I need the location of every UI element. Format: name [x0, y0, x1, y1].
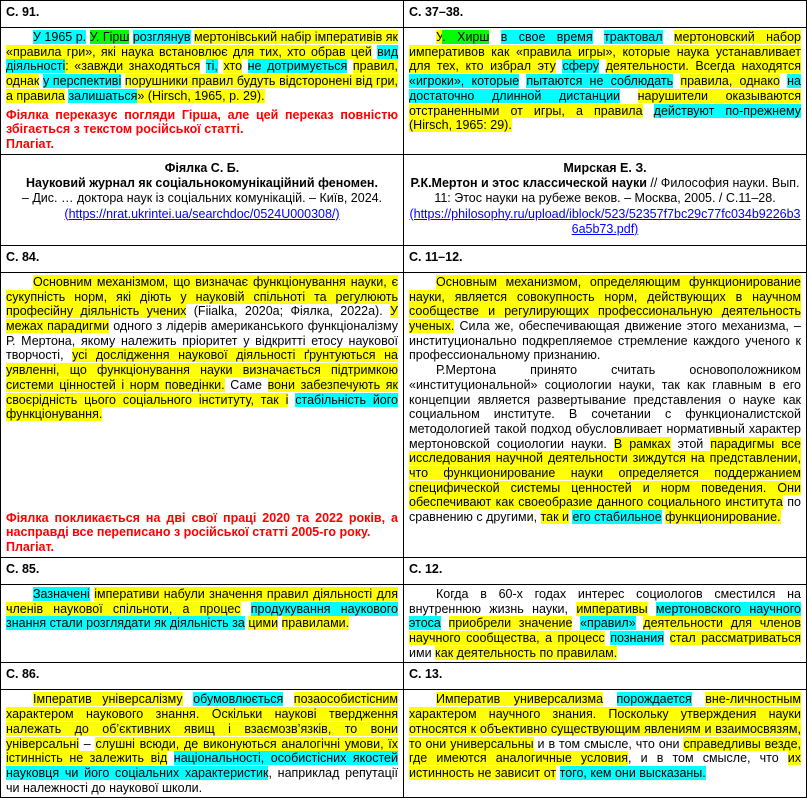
text-run	[593, 30, 604, 44]
page-ref-left: С. 86.	[1, 663, 404, 690]
excerpt-paragraph	[409, 692, 801, 780]
highlight-yellow: (Hirsch, 1965: 29).	[409, 118, 512, 133]
highlight-cyan: ті,	[205, 59, 218, 74]
text-run: Р.Мертона принято считать основоположником «институциональной» социологии науки, так как главным в его концепции является развертывание представления о науке как социальном институте. В сочетании с функционалистской методологией такой подход обусловливает нормативный характер мертоновской социологии науки.	[409, 363, 801, 451]
highlight-yellow: правил, однак	[6, 59, 398, 89]
reviewer-note-line: Фіялка покликається на дві свої праці 2020 та 2022 років, а насправді все переписано з російської статті 2005-го року.	[6, 510, 398, 540]
highlight-cyan: «правил»	[580, 616, 636, 631]
excerpt-paragraph	[6, 587, 398, 631]
text-run: Когда в 60-х годах интерес социологов сместился на внутреннюю жизнь науки,	[409, 586, 801, 616]
excerpt-content	[409, 275, 801, 525]
text-run	[663, 30, 674, 44]
highlight-yellow: порушники правил будуть відсторонені від гри, а правила	[6, 74, 398, 103]
highlight-yellow: Императив универсализма	[436, 692, 604, 707]
highlight-cyan: мертоновского научного этоса	[409, 601, 801, 631]
text-run: и в том смысле, что они	[533, 736, 684, 751]
highlight-yellow: У межах парадигми	[6, 304, 398, 334]
text-run	[643, 104, 654, 118]
highlight-green: У. Гірш	[89, 30, 130, 44]
highlight-cyan: того, кем они высказаны.	[559, 765, 706, 780]
text-run	[242, 59, 248, 73]
highlight-yellow: нарушители оказываются отстраненными от игры, а правила	[409, 88, 801, 118]
text-run: ими	[409, 645, 436, 660]
highlight-yellow: парадигмы все исследования научной деятельности зиждутся на представлении, что функционирование науки определяется поддержанием специфической системы ценностей и норм поведения. Они обеспечивают как своеобразие данного социального института	[409, 436, 801, 510]
highlight-yellow: функционирование.	[665, 510, 781, 525]
highlight-cyan: познания	[610, 631, 665, 646]
highlight-cyan: не дотримується	[247, 59, 348, 74]
citation-text	[6, 157, 398, 222]
highlight-cyan: «игроки», которые	[409, 74, 520, 89]
highlight-cyan: розглянув	[132, 30, 191, 44]
text-run	[441, 616, 449, 630]
reviewer-note	[6, 108, 398, 152]
reviewer-note-line: Плагіат.	[6, 137, 55, 152]
table-row	[1, 1, 807, 28]
excerpt-content	[6, 275, 398, 555]
highlight-yellow: приобрели значение	[448, 616, 573, 631]
text-run	[283, 692, 294, 706]
excerpt-content	[6, 587, 398, 631]
highlight-yellow: » (Hirsch, 1965, p. 29).	[137, 88, 265, 103]
excerpt-paragraph	[6, 30, 398, 104]
table-body	[1, 1, 807, 798]
text-run	[692, 692, 705, 706]
highlight-cyan: обумовлюється	[193, 692, 284, 707]
text-run: Науковий журнал як соціальнокомунікаційний феномен.	[26, 176, 378, 191]
text-run: , наприклад репутації чи належності до наукової школи.	[6, 765, 398, 795]
table-row	[1, 272, 807, 557]
page-ref-right: С. 37–38.	[404, 1, 807, 28]
text-run	[603, 692, 616, 706]
highlight-yellow: хто	[223, 59, 243, 74]
text-run	[167, 751, 174, 765]
text-run: –	[79, 736, 96, 751]
excerpt-paragraph	[6, 275, 398, 422]
highlight-green: . Хирш	[442, 30, 490, 44]
highlight-cyan: в свое время	[500, 30, 593, 44]
text-run: Сила же, обеспечивающая движение этого механизма, – институционально подкрепляемое стремление каждого ученого к профессиональному признанию.	[409, 319, 801, 363]
highlight-yellow: Основним механізмом, що визначає функціонування науки, є сукупність норм, які діють у науковій спільноті та регулюють професійну діяльність учених	[6, 274, 398, 319]
highlight-cyan: порождается	[616, 692, 692, 707]
excerpt-cell-left	[1, 584, 404, 663]
text-run: Мирская Е. З.	[563, 160, 647, 175]
highlight-yellow: деятельности для членов научного сообщества, а процесс	[409, 616, 801, 646]
highlight-yellow: справедливы везде, где имеются аналогичные условия	[409, 736, 802, 766]
highlight-cyan: его стабильное	[572, 510, 662, 525]
text-run	[572, 616, 580, 630]
citation-link[interactable]: (https://nrat.ukrintei.ua/searchdoc/0524U000308/)	[64, 206, 340, 221]
text-run	[183, 692, 194, 706]
highlight-yellow: В рамках	[613, 436, 671, 451]
highlight-cyan: трактовал	[604, 30, 663, 44]
text-run: // Философия науки. Вып. 11: Этос науки на рубеже веков. – Москва, 2005. / С.11–28.	[434, 176, 800, 206]
text-run	[278, 616, 281, 630]
reviewer-note	[6, 511, 398, 555]
text-run	[489, 30, 500, 44]
highlight-yellow: усі дослідження наукової діяльності ґрунтуються на уявленні, що функціонування науки визначається підтримкою системи цінностей і норм поведінки.	[6, 348, 398, 392]
page-ref-left: С. 84.	[1, 245, 404, 272]
highlight-yellow: мертонівський набір імперативів як «правила гри», які наука встановлює для тих, хто обрав цей	[6, 30, 399, 59]
text-run	[241, 602, 251, 616]
text-run	[664, 631, 670, 645]
highlight-cyan: на достаточно длинной дистанции	[409, 74, 801, 103]
table-row	[1, 557, 807, 584]
text-run: по сравнению с другими,	[409, 495, 801, 525]
text-run	[620, 89, 638, 103]
text-run: – Дис. … доктора наук із соціальних комунікацій. – Київ, 2024.	[21, 191, 383, 206]
citation-cell-right	[404, 154, 807, 245]
highlight-cyan: продукування наукового знання стали розглядати як діяльність за	[6, 601, 398, 631]
highlight-yellow: правила, однако	[680, 74, 780, 89]
highlight-yellow: цими	[248, 616, 279, 631]
highlight-yellow: правилами.	[281, 616, 350, 631]
highlight-yellow: позаособистісним характером наукового знання. Оскільки наукові твердження належать до об’єктивних явищ і взаємозв’язків, то вони універсальні	[6, 692, 398, 751]
reviewer-note-line: Плагіат.	[6, 540, 55, 555]
excerpt-content	[409, 30, 801, 133]
text-run	[648, 602, 656, 616]
highlight-yellow: слушні всюди, де виконуються аналогічні умови, їх істинність не залежить від	[6, 736, 399, 766]
excerpt-cell-right	[404, 28, 807, 155]
text-run: одного з лідерів американського функціоналізму Р. Мертона, якому належить пріоритет у відкритті етосу наукової творчості,	[6, 319, 398, 363]
highlight-yellow: вони забезпечують як своєрідність цього соціального інституту, так і	[6, 377, 398, 407]
highlight-yellow: : «завжди знаходяться	[65, 59, 201, 74]
excerpt-content	[409, 587, 801, 661]
table-row	[1, 584, 807, 663]
excerpt-cell-right	[404, 272, 807, 557]
highlight-yellow: мертоновский набор императивов как «правила игры», которые наука устанавливает для тех, кто избрал эту	[409, 30, 801, 74]
highlight-cyan: действуют по-прежнему	[653, 103, 802, 118]
excerpt-cell-left	[1, 28, 404, 155]
excerpt-paragraph	[6, 692, 398, 795]
excerpt-content	[6, 30, 398, 152]
excerpt-paragraph	[409, 587, 801, 661]
page-ref-right: С. 13.	[404, 663, 807, 690]
excerpt-paragraph	[409, 275, 801, 363]
highlight-cyan: пытаются не соблюдать	[526, 74, 674, 89]
text-run	[599, 59, 606, 73]
citation-text	[409, 157, 801, 237]
highlight-yellow: так и	[540, 510, 569, 525]
highlight-cyan: У 1965 р.	[33, 30, 87, 44]
highlight-cyan: залишаться	[68, 88, 138, 103]
highlight-yellow: их истинность не зависит от	[409, 751, 801, 780]
table-row	[1, 28, 807, 155]
highlight-yellow: вне-личностным характером научного знания. Поскольку утверждения науки относятся к объективно существующим явлениям и взаимосвязям, то они универсальны	[409, 692, 801, 751]
table-row	[1, 663, 807, 690]
highlight-yellow: стал рассматриваться	[669, 631, 801, 646]
highlight-yellow: императивы	[576, 601, 648, 616]
page-ref-left: С. 85.	[1, 557, 404, 584]
excerpt-content	[409, 692, 801, 780]
page-ref-right: С. 12.	[404, 557, 807, 584]
highlight-yellow: Імператив універсалізму	[33, 692, 183, 707]
citation-cell-left	[1, 154, 404, 245]
highlight-cyan: у перспективі	[42, 74, 122, 89]
highlight-yellow: імперативи набули значення правил діяльності для членів наукової спільноти, а процес	[6, 586, 398, 616]
text-run: Р.К.Мертон и этос классической науки	[410, 176, 651, 191]
highlight-yellow: функціонування.	[6, 407, 103, 422]
highlight-cyan: сферу	[562, 59, 599, 74]
excerpt-cell-right	[404, 584, 807, 663]
highlight-cyan: національності, особистісних якостей науковця чи його соціальних характеристик	[6, 751, 398, 780]
text-run: , и в том смысле, что	[628, 751, 788, 766]
citation-link[interactable]: (https://philosophy.ru/upload/iblock/523/52357f7bc29c77fc034b9226b36a5b73.pdf)	[409, 206, 801, 236]
highlight-cyan: вид діяльності	[6, 44, 398, 74]
highlight-cyan: Зазначені	[33, 586, 90, 601]
page-ref-right: С. 11–12.	[404, 245, 807, 272]
text-run: Саме	[224, 377, 268, 392]
excerpt-content	[6, 692, 398, 795]
excerpt-paragraph	[409, 30, 801, 133]
text-run: этой	[670, 436, 711, 451]
highlight-yellow: деятельности. Всегда находятся	[605, 59, 801, 74]
excerpt-cell-left	[1, 272, 404, 557]
reviewer-note-line: Фіялка переказує погляди Гірша, але цей переказ повністю збігається з текстом російської статті.	[6, 107, 398, 137]
page-ref-left: С. 91.	[1, 1, 404, 28]
highlight-yellow: У	[436, 30, 443, 44]
highlight-cyan: стабільність його	[295, 392, 398, 407]
highlight-yellow: как деятельность по правилам.	[435, 645, 618, 660]
text-run: Фіялка С. Б.	[164, 160, 240, 175]
table-row	[1, 154, 807, 245]
text-run: (Fiialka, 2020a; Фіялка, 2022a).	[186, 304, 391, 319]
table-row	[1, 245, 807, 272]
highlight-yellow: Основным механизмом, определяющим функционирование науки, является совокупность норм, действующих в научном сообществе и регулирующих профессиональную деятельность ученых.	[409, 274, 801, 334]
excerpt-paragraph	[409, 363, 801, 525]
